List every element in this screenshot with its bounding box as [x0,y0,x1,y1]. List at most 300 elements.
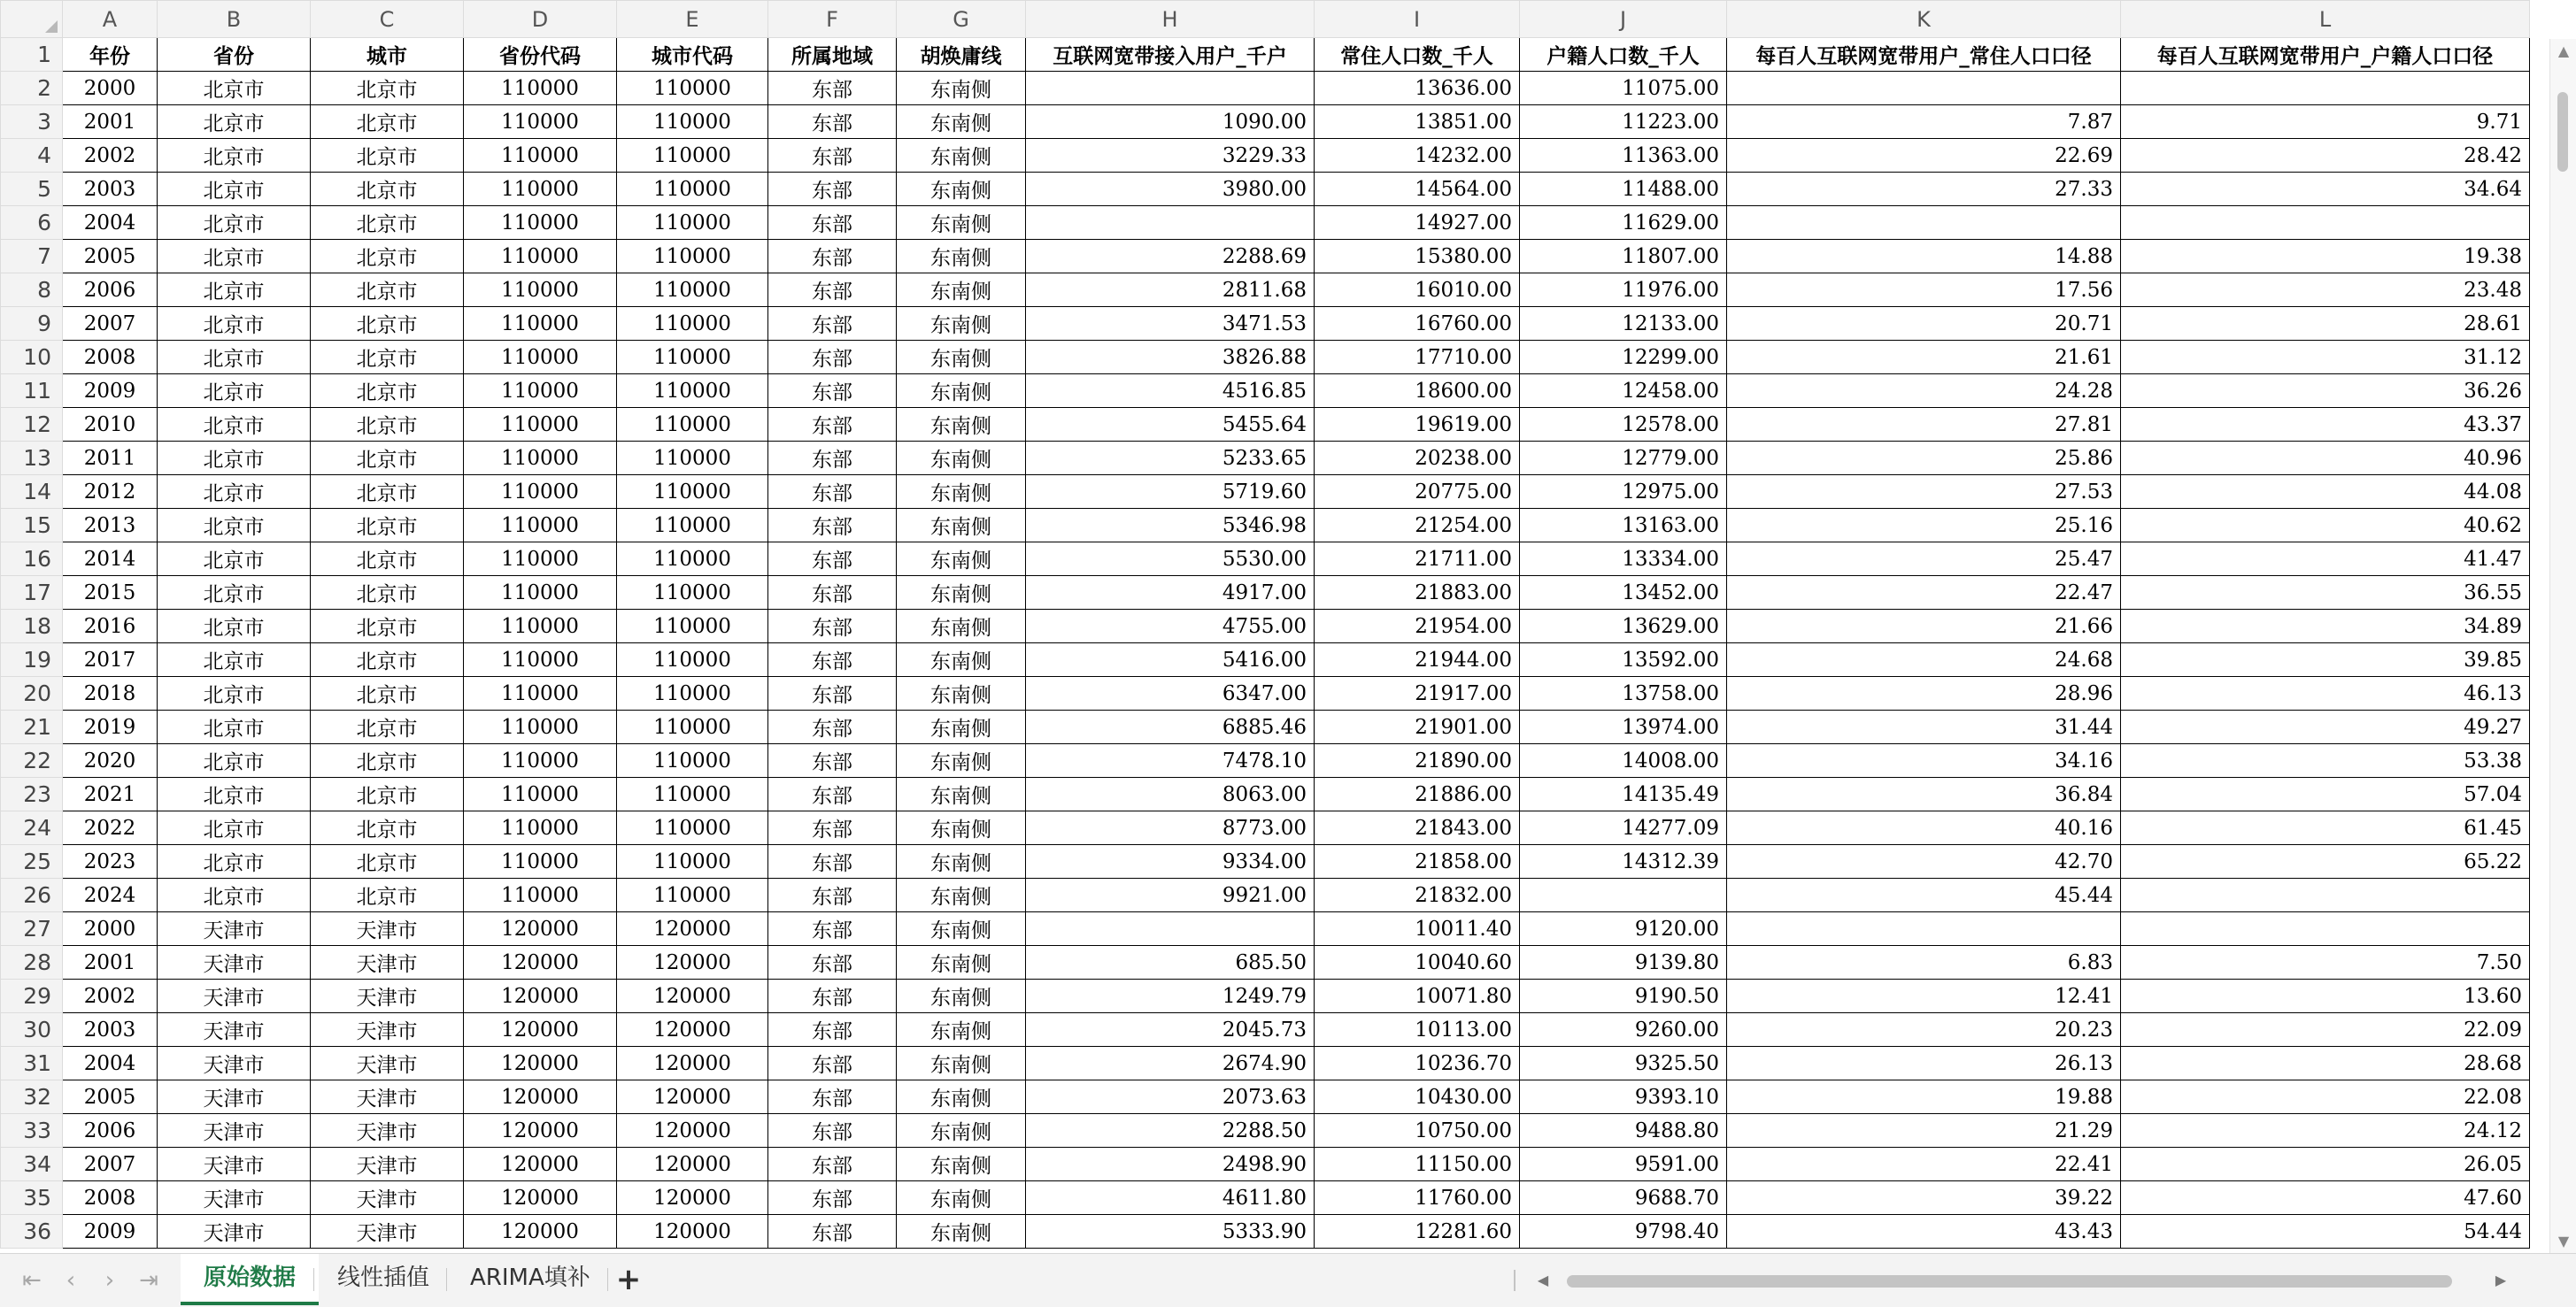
cell[interactable]: 东部 [768,72,897,105]
cell[interactable]: 2045.73 [1026,1013,1315,1047]
row-number[interactable]: 4 [1,139,63,173]
cell[interactable]: 120000 [617,946,768,980]
cell[interactable]: 5333.90 [1026,1215,1315,1249]
cell[interactable]: 12578.00 [1520,408,1727,442]
first-sheet-icon[interactable]: ⇤ [22,1267,42,1294]
cell[interactable]: 9591.00 [1520,1148,1727,1181]
cell[interactable]: 44.08 [2121,475,2530,509]
cell[interactable]: 10011.40 [1315,912,1520,946]
cell[interactable]: 3826.88 [1026,341,1315,374]
cell[interactable]: 2003 [63,173,158,206]
column-header[interactable]: I [1315,1,1520,38]
cell[interactable]: 7.50 [2121,946,2530,980]
cell[interactable]: 25.86 [1727,442,2121,475]
cell[interactable]: 3980.00 [1026,173,1315,206]
cell[interactable]: 东南侧 [897,811,1026,845]
cell[interactable]: 东南侧 [897,980,1026,1013]
cell[interactable]: 东南侧 [897,408,1026,442]
scroll-up-icon[interactable]: ▲ [2557,42,2570,59]
cell[interactable]: 9.71 [2121,105,2530,139]
cell[interactable]: 1090.00 [1026,105,1315,139]
cell[interactable]: 110000 [464,778,617,811]
cell[interactable]: 2012 [63,475,158,509]
cell[interactable]: 北京市 [311,643,464,677]
cell[interactable]: 东南侧 [897,912,1026,946]
cell[interactable]: 110000 [464,744,617,778]
cell[interactable]: 2020 [63,744,158,778]
cell[interactable]: 东部 [768,879,897,912]
row-number[interactable]: 2 [1,72,63,105]
cell[interactable]: 北京市 [311,374,464,408]
cell[interactable]: 东南侧 [897,341,1026,374]
cell[interactable]: 东部 [768,643,897,677]
row-number[interactable]: 23 [1,778,63,811]
cell[interactable]: 14.88 [1727,240,2121,273]
cell[interactable]: 14008.00 [1520,744,1727,778]
cell[interactable]: 39.22 [1727,1181,2121,1215]
cell[interactable]: 14564.00 [1315,173,1520,206]
cell[interactable]: 9688.70 [1520,1181,1727,1215]
cell[interactable]: 110000 [464,240,617,273]
cell[interactable]: 2002 [63,980,158,1013]
cell[interactable]: 2017 [63,643,158,677]
cell[interactable]: 21901.00 [1315,711,1520,744]
cell[interactable]: 东部 [768,273,897,307]
cell[interactable]: 1249.79 [1026,980,1315,1013]
cell[interactable]: 110000 [464,542,617,576]
row-number[interactable]: 20 [1,677,63,711]
cell[interactable]: 9190.50 [1520,980,1727,1013]
cell[interactable]: 13851.00 [1315,105,1520,139]
cell[interactable]: 天津市 [158,1080,311,1114]
cell[interactable]: 120000 [464,1181,617,1215]
cell[interactable]: 5719.60 [1026,475,1315,509]
cell[interactable]: 9120.00 [1520,912,1727,946]
cell[interactable]: 28.42 [2121,139,2530,173]
cell[interactable]: 13636.00 [1315,72,1520,105]
cell[interactable]: 东南侧 [897,105,1026,139]
cell[interactable]: 东南侧 [897,1047,1026,1080]
cell[interactable]: 21254.00 [1315,509,1520,542]
cell[interactable]: 东部 [768,980,897,1013]
cell[interactable]: 11976.00 [1520,273,1727,307]
cell[interactable]: 2288.69 [1026,240,1315,273]
cell[interactable]: 4611.80 [1026,1181,1315,1215]
cell[interactable]: 9798.40 [1520,1215,1727,1249]
cell[interactable]: 东部 [768,408,897,442]
cell[interactable]: 110000 [464,643,617,677]
cell[interactable]: 天津市 [311,946,464,980]
cell[interactable]: 东部 [768,509,897,542]
header-cell[interactable]: 城市代码 [617,38,768,72]
cell[interactable]: 110000 [617,711,768,744]
cell[interactable]: 北京市 [311,408,464,442]
cell[interactable]: 北京市 [311,610,464,643]
cell[interactable]: 天津市 [158,946,311,980]
cell[interactable]: 120000 [464,946,617,980]
cell[interactable]: 10040.60 [1315,946,1520,980]
cell[interactable]: 2011 [63,442,158,475]
cell[interactable]: 天津市 [158,912,311,946]
cell[interactable]: 110000 [464,442,617,475]
cell[interactable]: 20.23 [1727,1013,2121,1047]
cell[interactable] [2121,879,2530,912]
cell[interactable]: 5455.64 [1026,408,1315,442]
cell[interactable]: 北京市 [311,845,464,879]
cell[interactable]: 110000 [464,206,617,240]
row-number[interactable]: 6 [1,206,63,240]
header-cell[interactable]: 互联网宽带接入用户_千户 [1026,38,1315,72]
cell[interactable]: 东部 [768,139,897,173]
header-cell[interactable]: 城市 [311,38,464,72]
row-number[interactable]: 15 [1,509,63,542]
row-number[interactable]: 31 [1,1047,63,1080]
cell[interactable]: 9325.50 [1520,1047,1727,1080]
cell[interactable]: 东部 [768,1181,897,1215]
cell[interactable]: 11760.00 [1315,1181,1520,1215]
cell[interactable]: 21883.00 [1315,576,1520,610]
cell[interactable]: 40.96 [2121,442,2530,475]
header-cell[interactable]: 户籍人口数_千人 [1520,38,1727,72]
vertical-scroll-thumb[interactable] [2557,92,2568,172]
vertical-scrollbar[interactable] [2549,39,2576,1253]
header-cell[interactable]: 常住人口数_千人 [1315,38,1520,72]
cell[interactable]: 东南侧 [897,643,1026,677]
cell[interactable]: 天津市 [311,1215,464,1249]
cell[interactable]: 天津市 [311,1114,464,1148]
cell[interactable]: 北京市 [158,206,311,240]
cell[interactable]: 2008 [63,1181,158,1215]
cell[interactable]: 10236.70 [1315,1047,1520,1080]
cell[interactable]: 6.83 [1727,946,2121,980]
column-header[interactable]: F [768,1,897,38]
cell[interactable]: 21858.00 [1315,845,1520,879]
cell[interactable]: 2008 [63,341,158,374]
scroll-down-icon[interactable]: ▼ [2557,1233,2570,1249]
cell[interactable]: 北京市 [311,509,464,542]
cell[interactable]: 东南侧 [897,879,1026,912]
cell[interactable]: 东部 [768,576,897,610]
cell[interactable]: 21.66 [1727,610,2121,643]
cell[interactable]: 2004 [63,1047,158,1080]
cell[interactable]: 12458.00 [1520,374,1727,408]
cell[interactable]: 2000 [63,912,158,946]
cell[interactable]: 东部 [768,341,897,374]
cell[interactable]: 110000 [617,206,768,240]
cell[interactable]: 20.71 [1727,307,2121,341]
cell[interactable]: 22.08 [2121,1080,2530,1114]
cell[interactable]: 东部 [768,677,897,711]
cell[interactable]: 2009 [63,1215,158,1249]
cell[interactable]: 110000 [464,711,617,744]
cell[interactable]: 11807.00 [1520,240,1727,273]
cell[interactable]: 110000 [617,610,768,643]
cell[interactable]: 北京市 [311,677,464,711]
row-number[interactable]: 27 [1,912,63,946]
cell[interactable]: 东部 [768,1013,897,1047]
cell[interactable]: 北京市 [158,542,311,576]
cell[interactable]: 6885.46 [1026,711,1315,744]
cell[interactable]: 北京市 [311,744,464,778]
cell[interactable]: 110000 [617,542,768,576]
cell[interactable]: 2013 [63,509,158,542]
cell[interactable]: 120000 [464,1047,617,1080]
cell[interactable]: 110000 [464,879,617,912]
column-header[interactable]: B [158,1,311,38]
row-number[interactable]: 11 [1,374,63,408]
cell[interactable]: 2009 [63,374,158,408]
cell[interactable]: 北京市 [311,576,464,610]
cell[interactable]: 北京市 [158,711,311,744]
cell[interactable]: 东部 [768,778,897,811]
cell[interactable] [1727,72,2121,105]
cell[interactable]: 12975.00 [1520,475,1727,509]
cell[interactable]: 天津市 [311,980,464,1013]
row-number[interactable]: 17 [1,576,63,610]
cell[interactable]: 26.05 [2121,1148,2530,1181]
cell[interactable]: 8773.00 [1026,811,1315,845]
cell[interactable]: 东部 [768,811,897,845]
row-number[interactable]: 28 [1,946,63,980]
cell[interactable]: 北京市 [311,442,464,475]
cell[interactable]: 北京市 [158,643,311,677]
header-cell[interactable]: 省份代码 [464,38,617,72]
cell[interactable]: 110000 [617,677,768,711]
cell[interactable]: 东南侧 [897,778,1026,811]
cell[interactable]: 北京市 [158,240,311,273]
cell[interactable]: 120000 [617,1080,768,1114]
cell[interactable]: 110000 [617,811,768,845]
cell[interactable]: 东部 [768,374,897,408]
cell[interactable]: 东部 [768,105,897,139]
cell[interactable]: 21711.00 [1315,542,1520,576]
cell[interactable]: 2024 [63,879,158,912]
row-number[interactable]: 13 [1,442,63,475]
cell[interactable]: 110000 [464,509,617,542]
cell[interactable]: 北京市 [158,341,311,374]
cell[interactable]: 东部 [768,442,897,475]
cell[interactable]: 北京市 [158,744,311,778]
cell[interactable]: 14277.09 [1520,811,1727,845]
cell[interactable]: 2021 [63,778,158,811]
cell[interactable] [1520,879,1727,912]
cell[interactable]: 120000 [617,912,768,946]
cell[interactable]: 6347.00 [1026,677,1315,711]
cell[interactable]: 46.13 [2121,677,2530,711]
cell[interactable]: 北京市 [158,139,311,173]
row-number[interactable]: 24 [1,811,63,845]
cell[interactable]: 天津市 [311,1181,464,1215]
cell[interactable]: 36.84 [1727,778,2121,811]
cell[interactable]: 31.12 [2121,341,2530,374]
cell[interactable]: 东南侧 [897,206,1026,240]
cell[interactable]: 天津市 [311,1047,464,1080]
cell[interactable]: 11363.00 [1520,139,1727,173]
row-number[interactable]: 18 [1,610,63,643]
header-cell[interactable]: 所属地域 [768,38,897,72]
cell[interactable]: 120000 [464,1215,617,1249]
cell[interactable]: 120000 [464,1013,617,1047]
cell[interactable]: 110000 [617,442,768,475]
cell[interactable]: 2014 [63,542,158,576]
column-header[interactable]: D [464,1,617,38]
cell[interactable]: 东南侧 [897,307,1026,341]
cell[interactable]: 2000 [63,72,158,105]
column-header[interactable]: A [63,1,158,38]
cell[interactable]: 东部 [768,1215,897,1249]
row-number[interactable]: 14 [1,475,63,509]
cell[interactable]: 2073.63 [1026,1080,1315,1114]
cell[interactable]: 110000 [617,643,768,677]
cell[interactable]: 2007 [63,1148,158,1181]
cell[interactable]: 北京市 [158,845,311,879]
scroll-left-icon[interactable]: ◀ [1537,1272,1549,1288]
cell[interactable]: 东部 [768,711,897,744]
cell[interactable]: 13452.00 [1520,576,1727,610]
cell[interactable]: 5416.00 [1026,643,1315,677]
row-number[interactable]: 21 [1,711,63,744]
cell[interactable]: 25.47 [1727,542,2121,576]
cell[interactable]: 25.16 [1727,509,2121,542]
cell[interactable]: 13163.00 [1520,509,1727,542]
cell[interactable] [2121,912,2530,946]
cell[interactable]: 11150.00 [1315,1148,1520,1181]
cell[interactable]: 北京市 [158,273,311,307]
cell[interactable]: 11223.00 [1520,105,1727,139]
row-number[interactable]: 36 [1,1215,63,1249]
row-number[interactable]: 3 [1,105,63,139]
header-cell[interactable]: 年份 [63,38,158,72]
cell[interactable]: 110000 [464,374,617,408]
cell[interactable]: 21.61 [1727,341,2121,374]
cell[interactable]: 东南侧 [897,442,1026,475]
row-number[interactable]: 34 [1,1148,63,1181]
cell[interactable]: 43.37 [2121,408,2530,442]
cell[interactable]: 东南侧 [897,240,1026,273]
cell[interactable]: 22.09 [2121,1013,2530,1047]
row-number[interactable]: 9 [1,307,63,341]
cell[interactable]: 北京市 [311,542,464,576]
cell[interactable]: 34.16 [1727,744,2121,778]
cell[interactable]: 110000 [464,576,617,610]
cell[interactable]: 东部 [768,912,897,946]
cell[interactable]: 天津市 [311,1013,464,1047]
cell[interactable] [1026,206,1315,240]
horizontal-scrollbar[interactable] [1505,1266,2523,1295]
cell[interactable]: 17.56 [1727,273,2121,307]
cell[interactable]: 110000 [617,105,768,139]
cell[interactable]: 36.26 [2121,374,2530,408]
cell[interactable]: 9393.10 [1520,1080,1727,1114]
cell[interactable]: 2005 [63,1080,158,1114]
cell[interactable]: 110000 [617,139,768,173]
last-sheet-icon[interactable]: ⇥ [139,1267,158,1294]
cell[interactable]: 2010 [63,408,158,442]
cell[interactable]: 20238.00 [1315,442,1520,475]
cell[interactable]: 北京市 [311,206,464,240]
cell[interactable]: 14312.39 [1520,845,1727,879]
cell[interactable]: 21.29 [1727,1114,2121,1148]
cell[interactable]: 东南侧 [897,542,1026,576]
cell[interactable]: 120000 [617,1181,768,1215]
cell[interactable]: 120000 [464,1114,617,1148]
cell[interactable]: 东部 [768,1114,897,1148]
cell[interactable]: 5530.00 [1026,542,1315,576]
cell[interactable]: 14135.49 [1520,778,1727,811]
cell[interactable]: 东南侧 [897,610,1026,643]
cell[interactable]: 120000 [617,1013,768,1047]
cell[interactable]: 110000 [617,173,768,206]
row-number[interactable]: 30 [1,1013,63,1047]
cell[interactable]: 120000 [617,1215,768,1249]
cell[interactable]: 东南侧 [897,744,1026,778]
cell[interactable]: 东南侧 [897,711,1026,744]
cell[interactable]: 2019 [63,711,158,744]
cell[interactable]: 10430.00 [1315,1080,1520,1114]
cell[interactable]: 49.27 [2121,711,2530,744]
row-number[interactable]: 19 [1,643,63,677]
cell[interactable]: 5346.98 [1026,509,1315,542]
cell[interactable]: 北京市 [311,139,464,173]
cell[interactable]: 21954.00 [1315,610,1520,643]
cell[interactable]: 2016 [63,610,158,643]
cell[interactable]: 东南侧 [897,1013,1026,1047]
cell[interactable]: 12281.60 [1315,1215,1520,1249]
cell[interactable]: 3229.33 [1026,139,1315,173]
cell[interactable]: 12133.00 [1520,307,1727,341]
cell[interactable]: 22.69 [1727,139,2121,173]
cell[interactable]: 110000 [617,778,768,811]
cell[interactable]: 4755.00 [1026,610,1315,643]
cell[interactable]: 东部 [768,744,897,778]
cell[interactable]: 北京市 [311,240,464,273]
cell[interactable]: 41.47 [2121,542,2530,576]
cell[interactable]: 65.22 [2121,845,2530,879]
cell[interactable]: 23.48 [2121,273,2530,307]
cell[interactable]: 北京市 [158,576,311,610]
cell[interactable]: 45.44 [1727,879,2121,912]
cell[interactable]: 27.53 [1727,475,2121,509]
cell[interactable]: 2811.68 [1026,273,1315,307]
row-number[interactable]: 12 [1,408,63,442]
cell[interactable]: 17710.00 [1315,341,1520,374]
cell[interactable] [2121,206,2530,240]
scroll-right-icon[interactable]: ▶ [2495,1272,2507,1288]
cell[interactable]: 北京市 [158,610,311,643]
cell[interactable]: 110000 [464,341,617,374]
cell[interactable]: 东部 [768,1047,897,1080]
row-number[interactable]: 10 [1,341,63,374]
cell[interactable]: 天津市 [158,980,311,1013]
cell[interactable]: 42.70 [1727,845,2121,879]
cell[interactable]: 2002 [63,139,158,173]
row-number[interactable]: 32 [1,1080,63,1114]
cell[interactable]: 110000 [617,307,768,341]
cell[interactable]: 21843.00 [1315,811,1520,845]
column-header[interactable]: C [311,1,464,38]
cell[interactable]: 110000 [464,273,617,307]
cell[interactable]: 15380.00 [1315,240,1520,273]
cell[interactable]: 13758.00 [1520,677,1727,711]
cell[interactable]: 东部 [768,845,897,879]
header-cell[interactable]: 每百人互联网宽带用户_常住人口口径 [1727,38,2121,72]
cell[interactable]: 5233.65 [1026,442,1315,475]
cell[interactable]: 东南侧 [897,273,1026,307]
cell[interactable]: 120000 [617,1114,768,1148]
cell[interactable]: 天津市 [158,1047,311,1080]
cell[interactable]: 2001 [63,946,158,980]
cell[interactable]: 13.60 [2121,980,2530,1013]
